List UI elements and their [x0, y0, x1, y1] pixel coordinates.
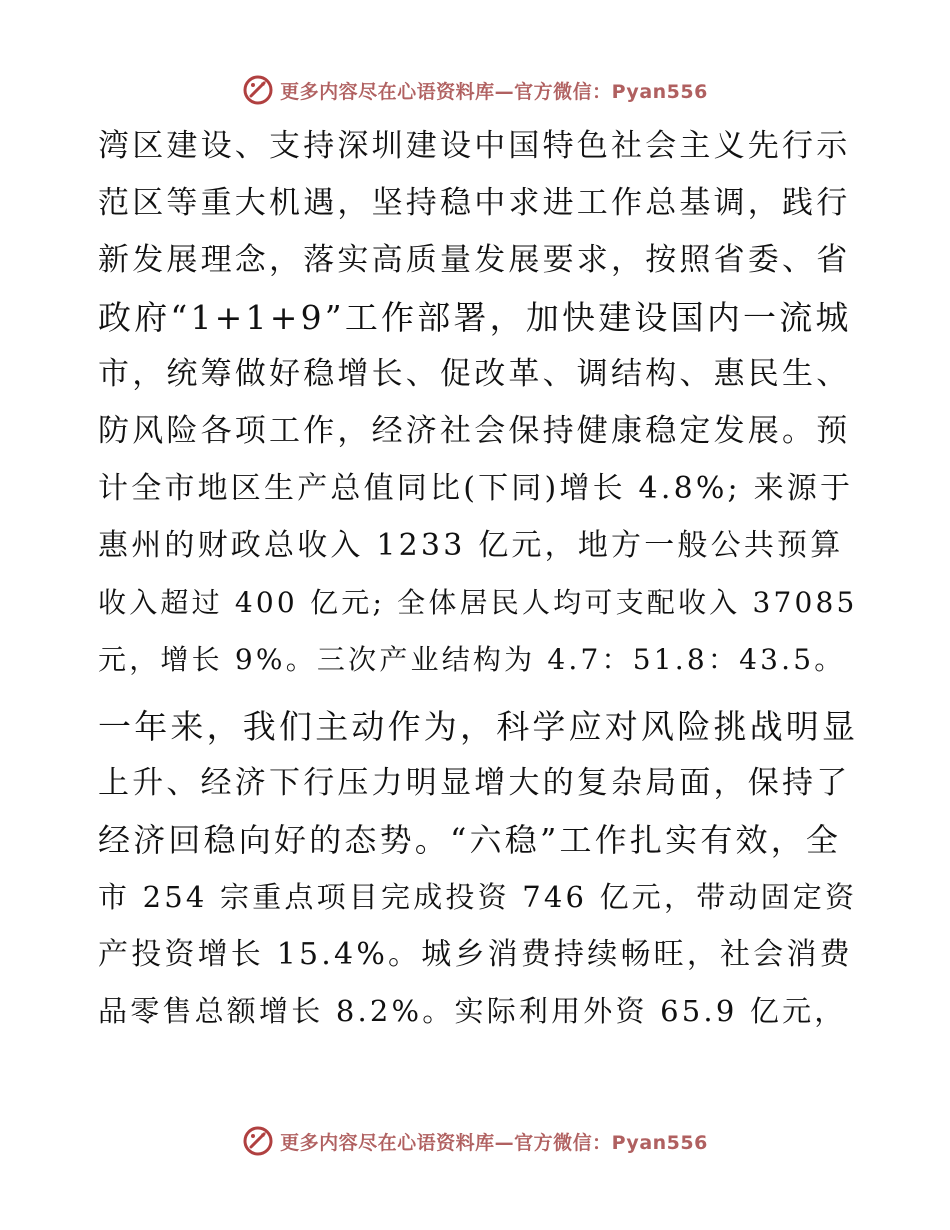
text-line: 上升、经济下行压力明显增大的复杂局面，保持了 [98, 765, 851, 801]
text-line: 一年来，我们主动作为，科学应对风险挑战明显 [98, 707, 859, 746]
text-line: 产投资增长 15.4%。城乡消费持续畅旺，社会消费 [98, 937, 853, 972]
watermark-text: 更多内容尽在心语资料库—官方微信：Pyan556 [280, 80, 708, 103]
document-body [98, 118, 858, 1040]
text-line: 政府“1+1+9”工作部署，加快建设国内一流城 [98, 298, 852, 337]
text-line: 惠州的财政总收入 1233 亿元，地方一般公共预算 [98, 528, 844, 563]
text-line: 计全市地区生产总值同比(下同)增长 4.8%; 来源于 [98, 471, 854, 506]
watermark-text: 更多内容尽在心语资料库—官方微信：Pyan556 [280, 1131, 708, 1154]
text-line: 市，统筹做好稳增长、促改革、调结构、惠民生、 [98, 356, 851, 392]
paragraph [98, 118, 858, 688]
text-line: 市 254 宗重点项目完成投资 746 亿元，带动固定资 [98, 880, 858, 914]
footer-watermark [0, 1121, 950, 1161]
paragraph [98, 698, 858, 1040]
text-line: 范区等重大机遇，坚持稳中求进工作总基调，践行 [98, 185, 851, 221]
seal-logo-icon [242, 1125, 274, 1157]
header-watermark [0, 70, 950, 110]
seal-logo-icon [242, 74, 274, 106]
text-line: 品零售总额增长 8.2%。实际利用外资 65.9 亿元， [98, 994, 847, 1028]
text-line: 收入超过 400 亿元; 全体居民人均可支配收入 37085 [98, 586, 858, 619]
text-line: 经济回稳向好的态势。“六稳”工作扎实有效，全 [98, 821, 842, 859]
text-line: 新发展理念，落实高质量发展要求，按照省委、省 [98, 242, 851, 278]
text-line: 元，增长 9%。三次产业结构为 4.7：51.8：43.5。 [98, 643, 846, 676]
text-line: 湾区建设、支持深圳建设中国特色社会主义先行示 [98, 128, 851, 164]
text-line: 防风险各项工作，经济社会保持健康稳定发展。预 [98, 413, 851, 449]
